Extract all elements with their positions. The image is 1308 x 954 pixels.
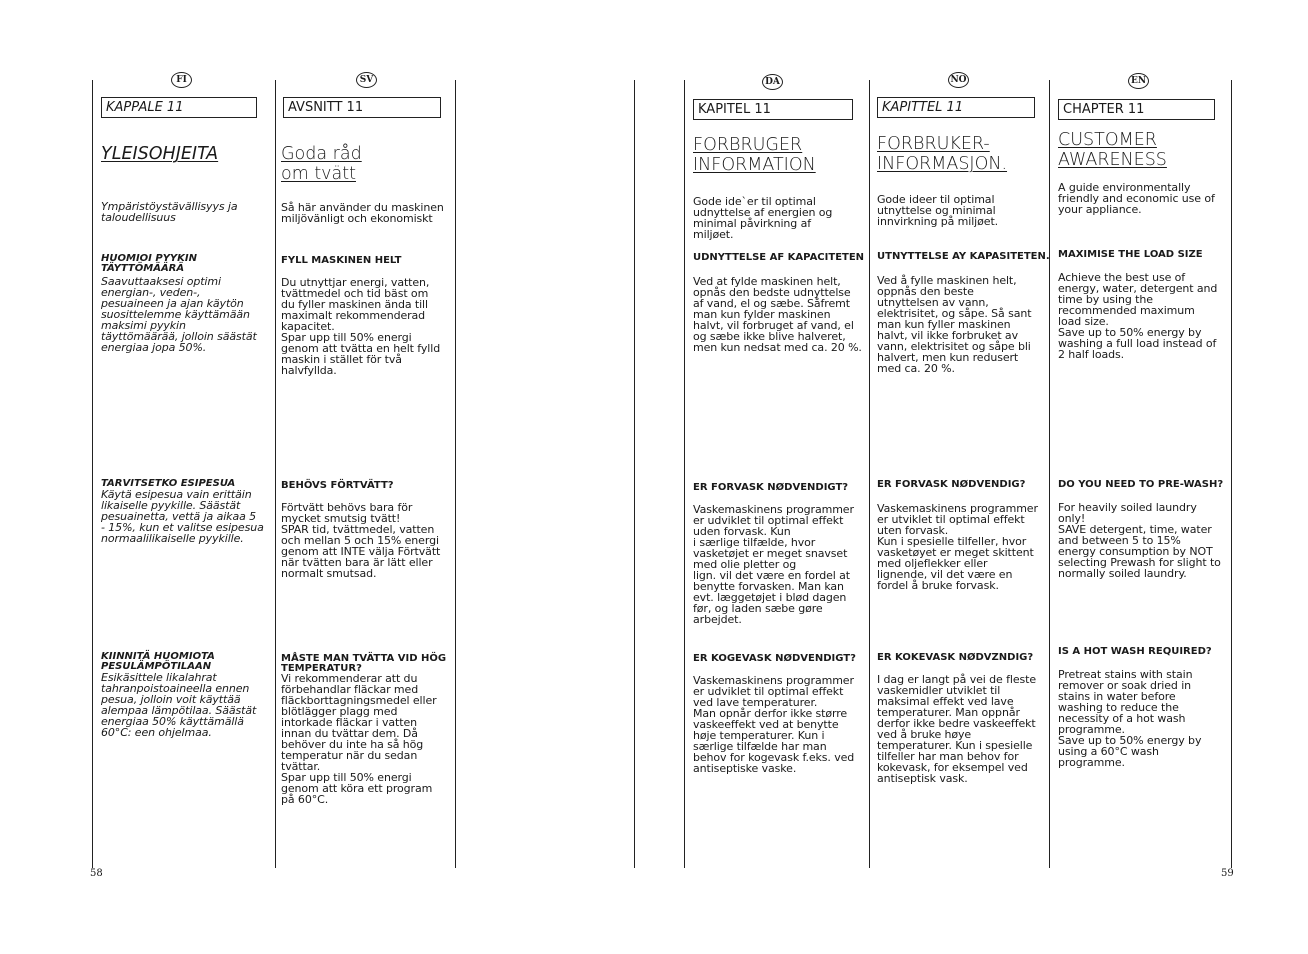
language-badge-fi: FI [171, 72, 192, 88]
page-number-left: 58 [90, 868, 103, 879]
paragraph-prewash-sv: Förtvätt behövs bara för mycket smutsig tvätt! SPAR tid, tvättmedel, vatten och mellan 5 och 15% energi genom att INTE välja Förtvätt när tvätten bara är lätt eller normalt smutsad. [281, 501, 441, 580]
heading-prewash-sv: BEHÖVS FÖRTVÄTT? [281, 480, 394, 491]
paragraph-hotwash-da: Vaskemaskinens programmer er udviklet til optimal effekt ved lave temperaturer. Man opnår derfor ikke større vaskeeffekt ved at benytte høje temperaturer. Kun i særlige tilfælde har man behov for kogevask f.eks. ved antiseptiske vaske. [693, 674, 855, 775]
intro-text-da: Gode ide`er til optimal udnyttelse af energien og minimal påvirkning af miljøet. [693, 195, 833, 241]
paragraph-load-da: Ved at fylde maskinen helt, opnås den bedste udnyttelse af vand, el og sæbe. Såfremt man kun fylder maskinen halvt, vil forbruget af vand, el og sæbe ikke blive halveret, men kun nedsat med ca. 20 %. [693, 275, 862, 354]
paragraph-prewash-en: For heavily soiled laundry only! SAVE detergent, time, water and between 5 to 15% energy consumption by NOT selecting Prewash for slight to normally soiled laundry. [1058, 501, 1221, 580]
heading-prewash-en: DO YOU NEED TO PRE-WASH? [1058, 479, 1224, 490]
chapter-box-da: KAPITEL 11 [693, 99, 853, 120]
heading-prewash-no: ER FORVASK NØDVENDIG? [877, 479, 1026, 490]
column-divider [92, 80, 93, 868]
paragraph-prewash-no: Vaskemaskinens programmer er utviklet til optimal effekt uten forvask. Kun i spesielle tilfeller, hvor vasketøyet er meget skittent med oljeflekker eller lignende, vil det være en fordel å bruke forvask. [877, 502, 1038, 592]
chapter-box-en: CHAPTER 11 [1058, 99, 1215, 120]
section-title-no: FORBRUKER- INFORMASJON. [877, 134, 1008, 174]
page-gutter-left [634, 80, 635, 868]
paragraph-hotwash-sv: Vi rekommenderar att du förbehandlar fläckar med fläckborttagningsmedel eller blötlägger plagg med intorkade fläckar i vatten innan du tvättar dem. Då behöver du inte ha så hög temperatur när du sedan tvättar. Spar upp till 50% energi genom att köra ett program på 60°C. [281, 672, 437, 806]
heading-load-en: MAXIMISE THE LOAD SIZE [1058, 249, 1203, 260]
heading-hotwash-no: ER KOKEVASK NØDVZNDIG? [877, 652, 1034, 663]
heading-load-no: UTNYTTELSE AY KAPASITETEN. [877, 251, 1050, 262]
column-divider [1231, 80, 1232, 868]
paragraph-prewash-da: Vaskemaskinens programmer er udviklet til optimal effekt uden forvask. Kun i særlige tilfælde, hvor vasketøjet er meget snavset med olie pletter og lign. vil det være en fordel at benytte forvasken. Man kan evt. læggetøjet i blød dagen før, og laden sæbe gøre arbejdet. [693, 503, 854, 626]
chapter-box-sv: AVSNITT 11 [283, 97, 441, 118]
section-title-da: FORBRUGER INFORMATION [693, 135, 816, 175]
column-divider [684, 80, 685, 868]
paragraph-hotwash-no: I dag er langt på vei de fleste vaskemidler utviklet til maksimal effekt ved lave temperaturer. Man oppnår derfor ikke bedre vaskeeffekt ved å bruke høye temperaturer. Kun i spesielle tilfeller har man behov for kokevask, for eksempel ved antiseptisk vask. [877, 673, 1036, 785]
heading-prewash-fi: TARVITSETKO ESIPESUA [101, 478, 236, 489]
column-divider [275, 80, 276, 868]
section-title-en: CUSTOMER AWARENESS [1058, 130, 1167, 170]
paragraph-load-en: Achieve the best use of energy, water, detergent and time by using the recommended maximum load size. Save up to 50% energy by washing a full load instead of 2 half loads. [1058, 271, 1218, 361]
heading-hotwash-en: IS A HOT WASH REQUIRED? [1058, 646, 1212, 657]
paragraph-load-no: Ved å fylle maskinen helt, oppnås den beste utnyttelsen av vann, elektrisitet, og såpe. Så sant man kun fyller maskinen halvt, vil ikke forbruket av vann, elektrisitet og såpe bli halvert, men kun redusert med ca. 20 %. [877, 274, 1032, 375]
heading-load-fi: HUOMIOI PYYKIN TÄYTTÖMÄÄRÄ [101, 253, 198, 274]
intro-text-no: Gode ideer til optimal utnyttelse og minimal innvirkning på miljøet. [877, 193, 999, 228]
heading-hotwash-sv: MÅSTE MAN TVÄTTA VID HÖG TEMPERATUR? [281, 653, 447, 674]
paragraph-hotwash-fi: Esikäsittele likalahrat tahranpoistoaineella ennen pesua, jolloin voit käyttää alempaa lämpötilaa. Säästät energiaa 50% käyttämällä 60°C: een ohjelmaa. [101, 671, 257, 739]
intro-text-en: A guide environmentally friendly and economic use of your appliance. [1058, 181, 1215, 216]
heading-hotwash-da: ER KOGEVASK NØDVENDIGT? [693, 653, 856, 664]
chapter-box-fi: KAPPALE 11 [101, 97, 257, 118]
heading-load-da: UDNYTTELSE AF KAPACITETEN [693, 252, 865, 263]
paragraph-load-sv: Du utnyttjar energi, vatten, tvättmedel och tid bäst om du fyller maskinen ända till maximalt rekommenderad kapacitet. Spar upp till 50% energi genom att tvätta en helt fylld maskin i stället för två halvfyllda. [281, 276, 441, 377]
chapter-box-no: KAPITTEL 11 [877, 97, 1035, 118]
heading-load-sv: FYLL MASKINEN HELT [281, 255, 402, 266]
language-badge-en: EN [1128, 73, 1149, 89]
column-divider [869, 80, 870, 868]
language-badge-sv: SV [356, 72, 377, 88]
paragraph-hotwash-en: Pretreat stains with stain remover or soak dried in stains in water before washing to reduce the necessity of a hot wash programme. Save up to 50% energy by using a 60°C wash programme. [1058, 668, 1202, 769]
section-title-sv: Goda råd om tvätt [281, 144, 362, 184]
language-badge-no: NO [948, 72, 969, 88]
heading-hotwash-fi: KIINNITÄ HUOMIOTA PESULÄMPÖTILAAN [101, 651, 215, 672]
heading-prewash-da: ER FORVASK NØDVENDIGT? [693, 482, 849, 493]
paragraph-prewash-fi: Käytä esipesua vain erittäin likaiselle pyykille. Säästät pesuainetta, vettä ja aikaa 5 - 15%, kun et valitse esipesua normaalilikaiselle pyykille. [101, 488, 264, 545]
intro-text-sv: Så här använder du maskinen miljövänligt och ekonomiskt [281, 201, 444, 225]
paragraph-load-fi: Saavuttaaksesi optimi energian-, veden-, pesuaineen ja ajan käytön suosittelemme käyttämään maksimi pyykin täyttömäärää, jolloin säästät energiaa jopa 50%. [101, 275, 257, 354]
column-divider [1049, 80, 1050, 868]
page-number-right: 59 [1221, 868, 1234, 879]
section-title-fi: YLEISOHJEITA [101, 144, 219, 164]
language-badge-da: DA [762, 74, 783, 90]
intro-text-fi: Ympäristöystävällisyys ja taloudellisuus [101, 200, 238, 224]
column-divider [455, 80, 456, 868]
